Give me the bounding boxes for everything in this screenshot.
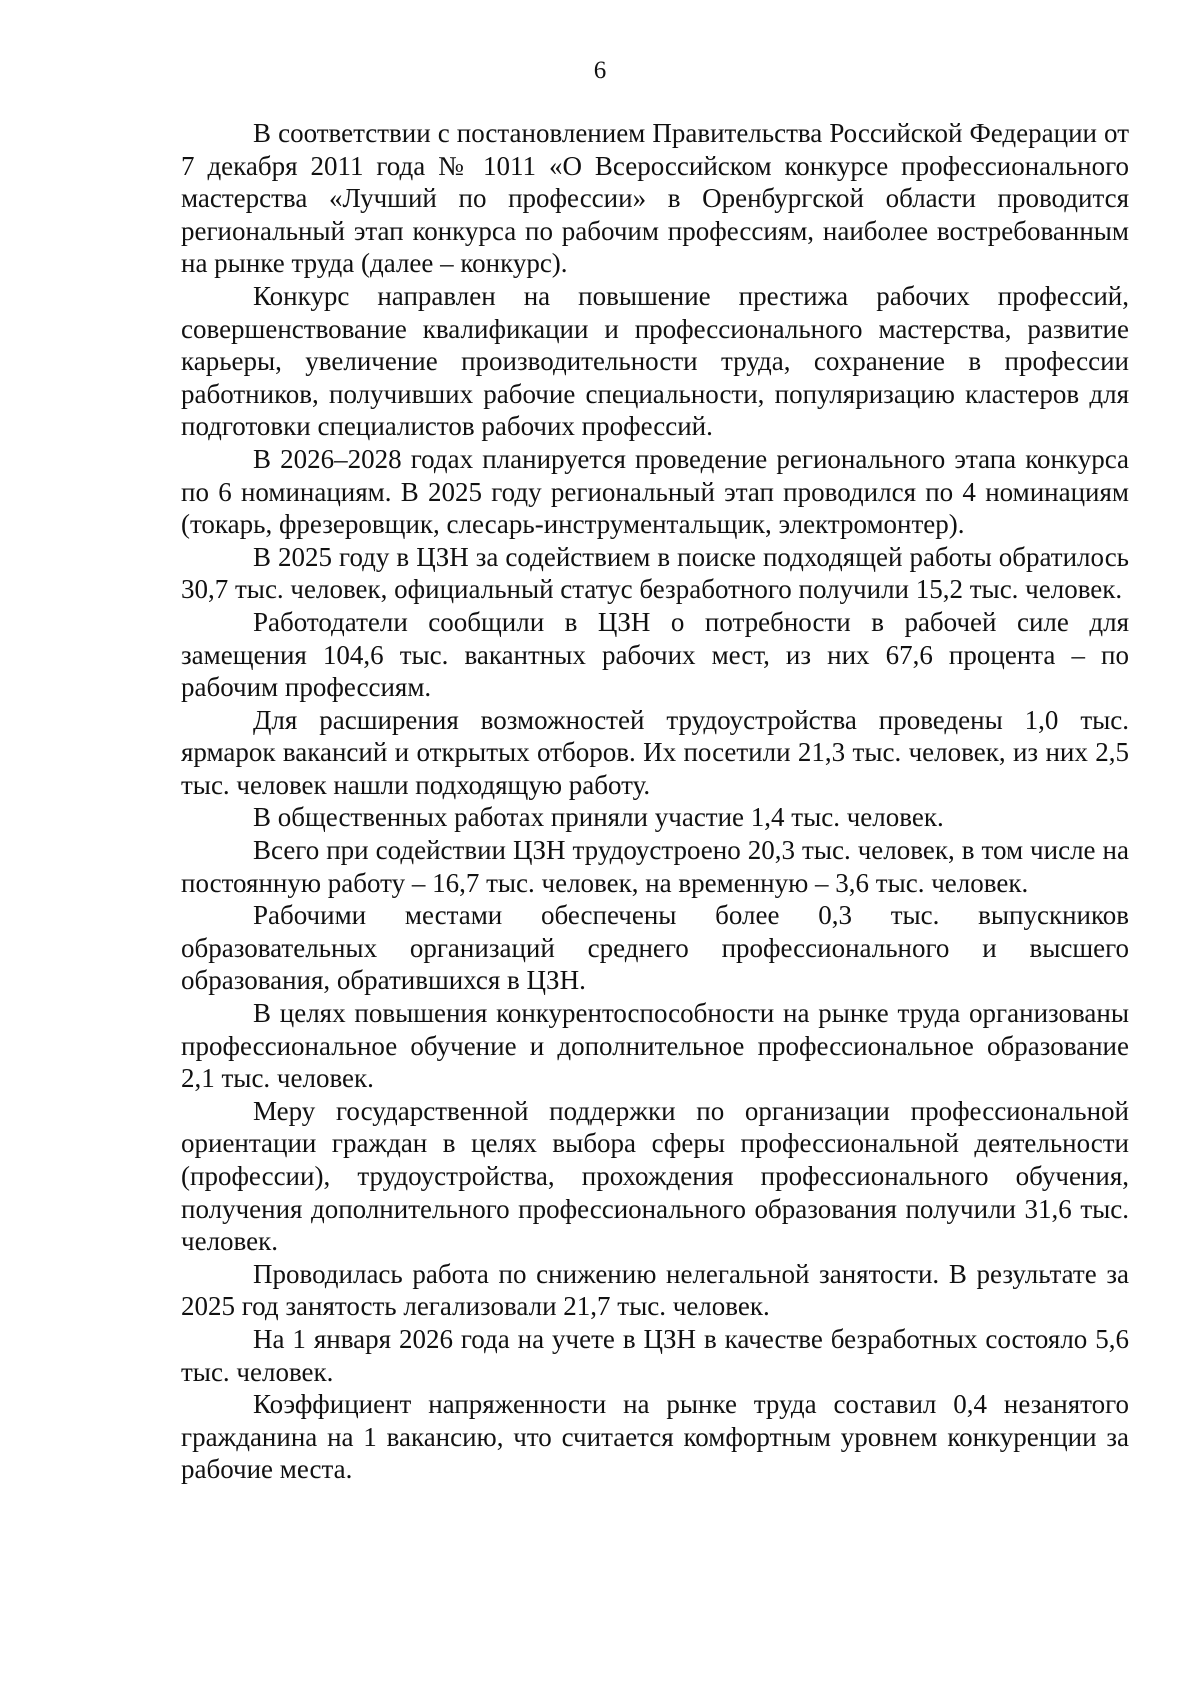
paragraph-competition-nominations: В 2026–2028 годах планируется проведение регионального этапа конкурса по 6 номинациям. В 2025 году региональный этап проводился по 4 номинациям (токарь, фрезеровщик, слесарь-инструментальщик, электромонтер). bbox=[181, 443, 1129, 540]
paragraph-illegal-employment: Проводилась работа по снижению нелегальной занятости. В результате за 2025 год занятость легализовали 21,7 тыс. человек. bbox=[181, 1258, 1129, 1322]
paragraph-job-fairs: Для расширения возможностей трудоустройства проведены 1,0 тыс. ярмарок вакансий и открытых отборов. Их посетили 21,3 тыс. человек, из них 2,5 тыс. человек нашли подходящую работу. bbox=[181, 704, 1129, 800]
paragraph-vacancies: Работодатели сообщили в ЦЗН о потребности в рабочей силе для замещения 104,6 тыс. вакантных рабочих мест, из них 67,6 процента – по рабочим профессиям. bbox=[181, 606, 1129, 703]
paragraph-career-guidance: Меру государственной поддержки по организации профессиональной ориентации граждан в целях выбора сферы профессиональной деятельности (профессии), трудоустройства, прохождения профессионального обучения, получения дополнительного профессионального образования получили 31,6 тыс. человек. bbox=[181, 1095, 1129, 1257]
document-body bbox=[181, 117, 1129, 1486]
paragraph-tension-coefficient: Коэффициент напряженности на рынке труда составил 0,4 незанятого гражданина на 1 вакансию, что считается комфортным уровнем конкуренции за рабочие места. bbox=[181, 1389, 1129, 1485]
paragraph-competition-goals: Конкурс направлен на повышение престижа рабочих профессий, совершенствование квалификации и профессионального мастерства, развитие карьеры, увеличение производительности труда, сохранение в профессии работников, получивших рабочие специальности, популяризацию кластеров для подготовки специалистов рабочих профессий. bbox=[181, 280, 1129, 442]
paragraph-graduates: Рабочими местами обеспечены более 0,3 тыс. выпускников образовательных организаций среднего профессионального и высшего образования, обратившихся в ЦЗН. bbox=[181, 900, 1129, 996]
paragraph-unemployed-registered: На 1 января 2026 года на учете в ЦЗН в качестве безработных состояло 5,6 тыс. человек. bbox=[181, 1323, 1129, 1387]
paragraph-training: В целях повышения конкурентоспособности на рынке труда организованы профессиональное обучение и дополнительное профессиональное образование 2,1 тыс. человек. bbox=[181, 998, 1129, 1094]
paragraph-employment-total: Всего при содействии ЦЗН трудоустроено 20,3 тыс. человек, в том числе на постоянную работу – 16,7 тыс. человек, на временную – 3,6 тыс. человек. bbox=[181, 835, 1129, 898]
paragraph-job-seekers: В 2025 году в ЦЗН за содействием в поиске подходящей работы обратилось 30,7 тыс. человек, официальный статус безработного получили 15,2 тыс. человек. bbox=[181, 541, 1129, 605]
paragraph-competition-intro: В соответствии с постановлением Правительства Российской Федерации от 7 декабря 2011 года № 1011 «О Всероссийском конкурсе профессионального мастерства «Лучший по профессии» в Оренбургской области проводится региональный этап конкурса по рабочим профессиям, наиболее востребованным на рынке труда (далее – конкурс). bbox=[181, 118, 1129, 279]
paragraph-public-works: В общественных работах приняли участие 1,4 тыс. человек. bbox=[253, 802, 944, 833]
page-number: 6 bbox=[593, 57, 607, 84]
